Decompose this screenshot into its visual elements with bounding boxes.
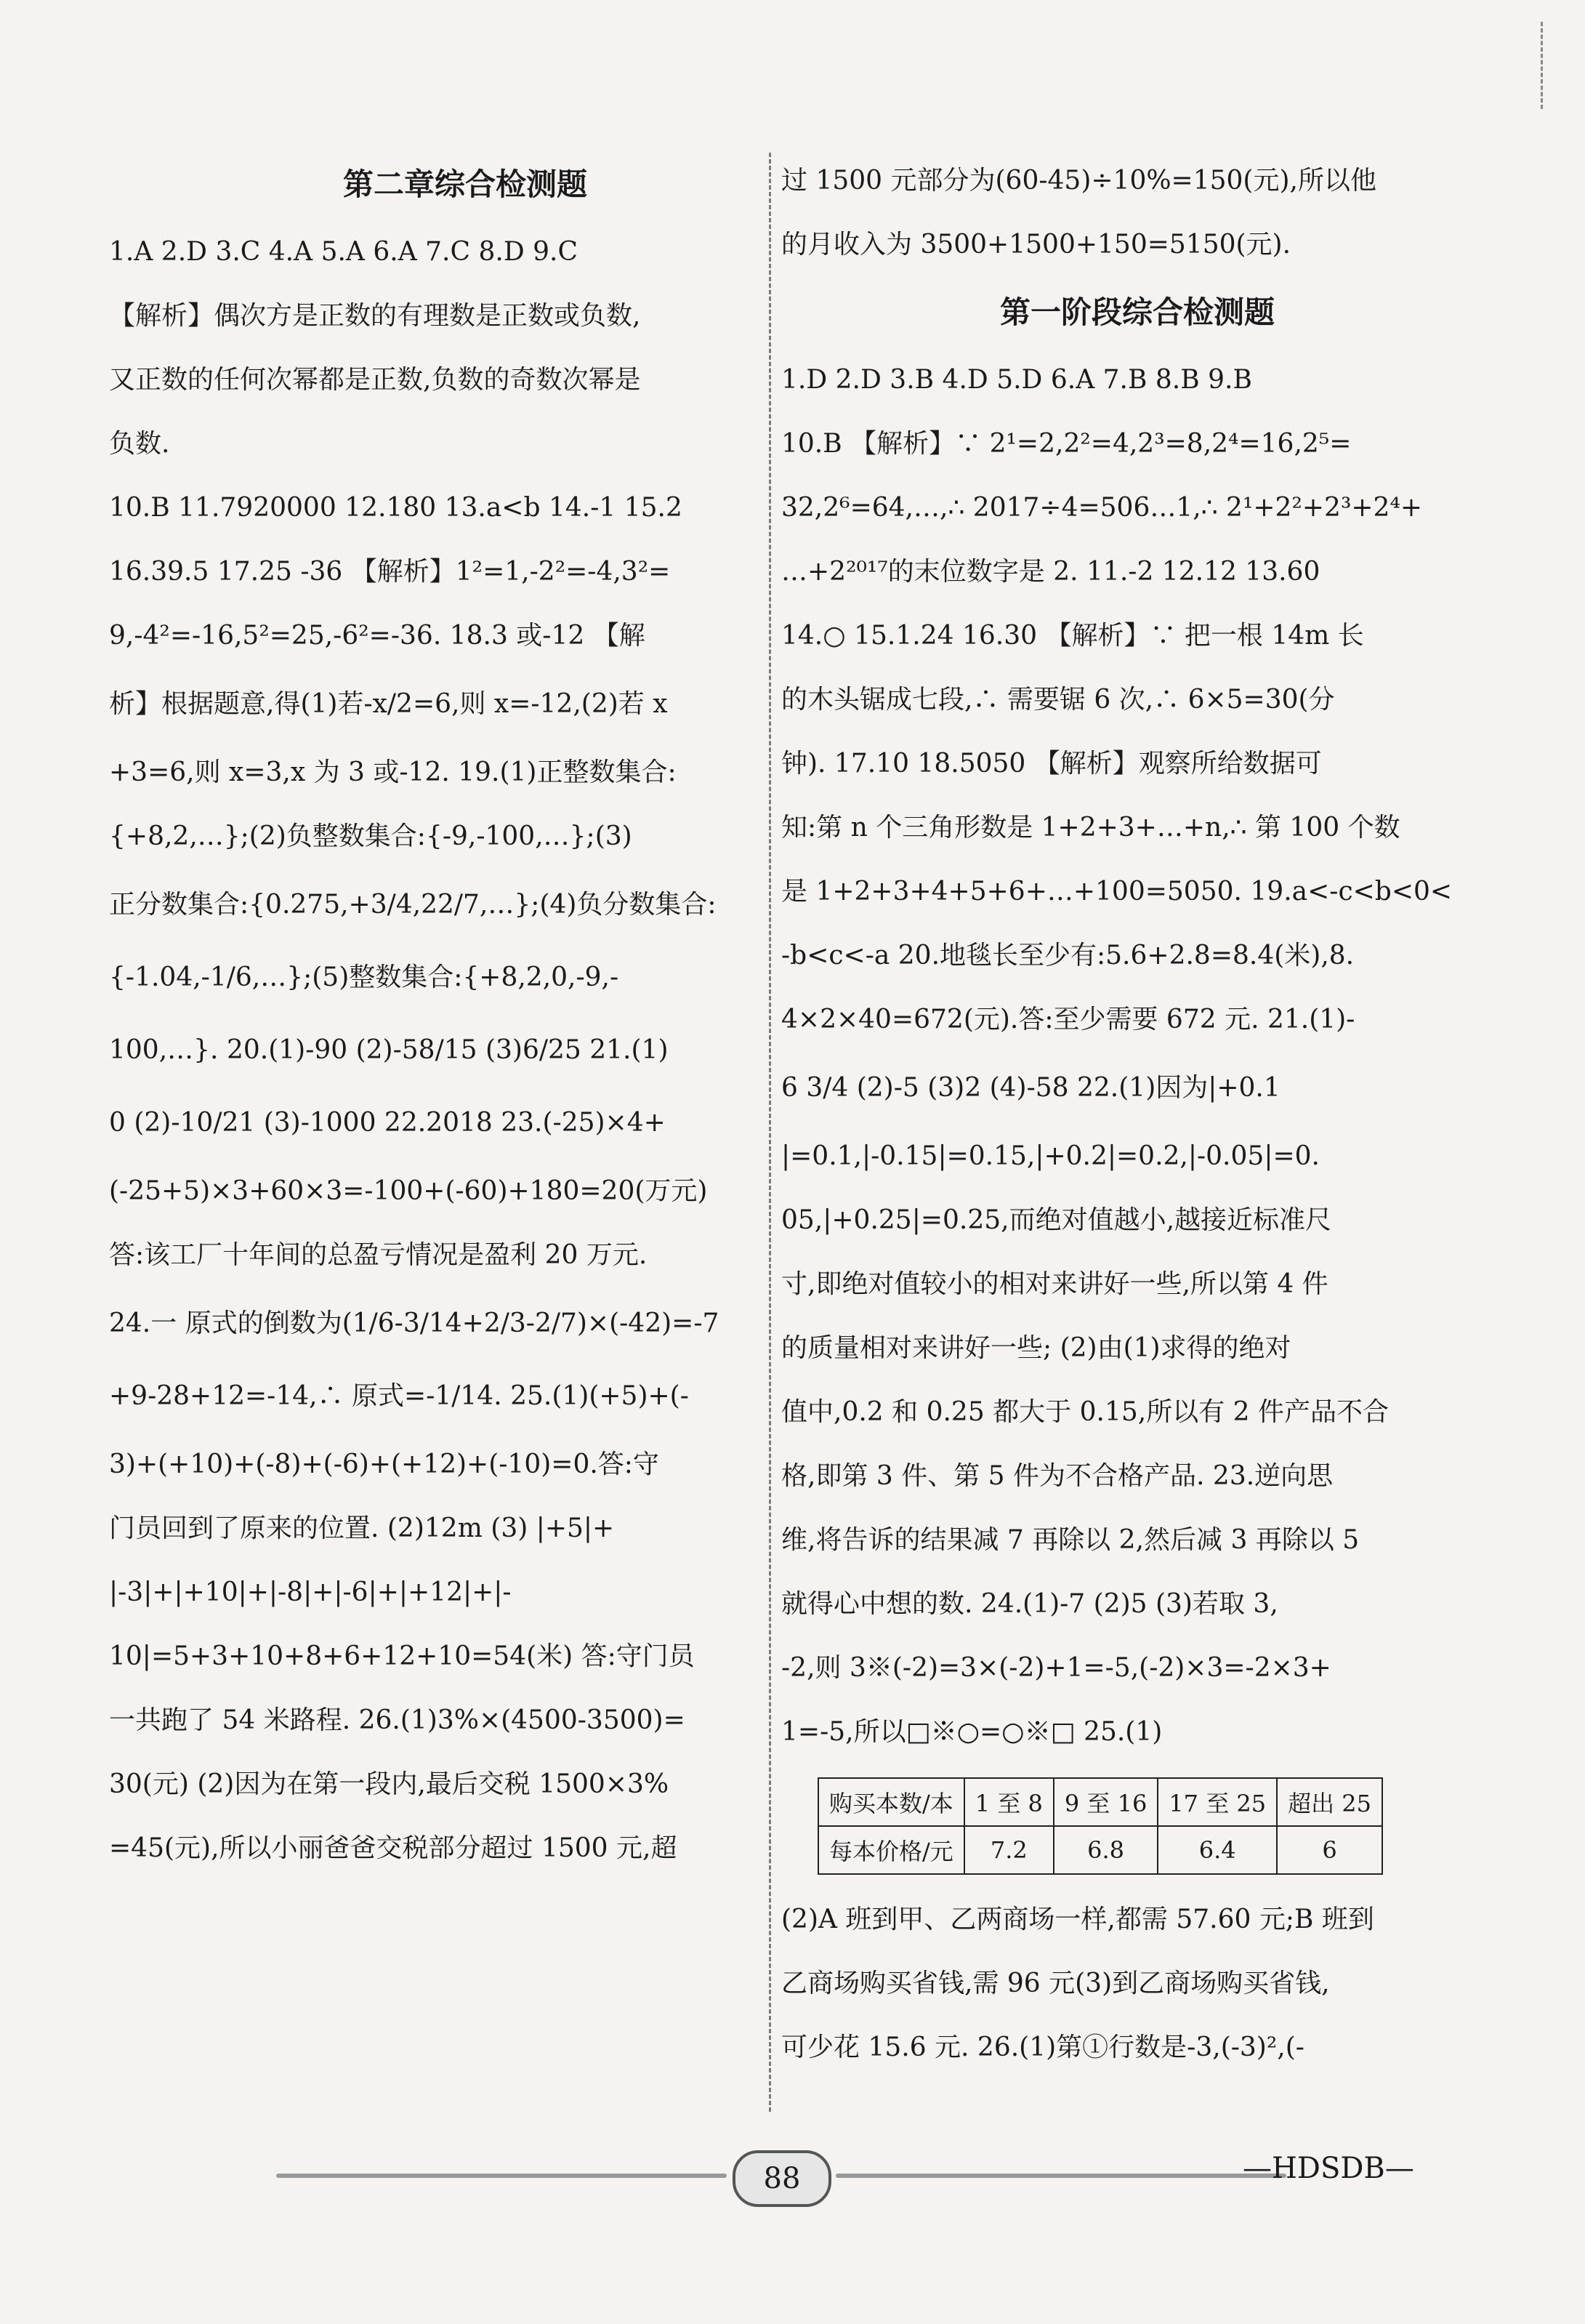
table-cell: 超出 25 xyxy=(1277,1778,1382,1826)
text-line: 又正数的任何次幂都是正数,负数的奇数次幂是 xyxy=(109,365,641,395)
text-line: 4×2×40=672(元).答:至少需要 672 元. 21.(1)- xyxy=(781,1005,1355,1034)
text-line: 【解析】偶次方是正数的有理数是正数或负数, xyxy=(109,301,641,331)
text-line: 乙商场购买省钱,需 96 元(3)到乙商场购买省钱, xyxy=(781,1969,1330,1998)
text-line: 门员回到了原来的位置. (2)12m (3) |+5|+ xyxy=(109,1513,615,1543)
table-cell: 6 xyxy=(1277,1826,1382,1874)
right-answer-lines xyxy=(781,348,1493,1764)
text-line: 1=-5,所以□※○=○※□ 25.(1) xyxy=(781,1717,1163,1747)
text-line: (-25+5)×3+60×3=-100+(-60)+180=20(万元) xyxy=(109,1176,708,1206)
text-line: 16.39.5 17.25 -36 【解析】1²=1,-2²=-4,3²= xyxy=(109,557,671,587)
text-line: 析】根据题意,得(1)若-x/2=6,则 x=-12,(2)若 x xyxy=(109,689,668,719)
text-line: 过 1500 元部分为(60-45)÷10%=150(元),所以他 xyxy=(781,166,1376,196)
text-line: |=0.1,|-0.15|=0.15,|+0.2|=0.2,|-0.05|=0. xyxy=(781,1141,1320,1171)
stage1-test-title: 第一阶段综合检测题 xyxy=(999,294,1275,330)
price-table xyxy=(818,1777,1383,1875)
text-line: 就得心中想的数. 24.(1)-7 (2)5 (3)若取 3, xyxy=(781,1589,1278,1619)
text-line: 10|=5+3+10+8+6+12+10=54(米) 答:守门员 xyxy=(109,1641,695,1671)
table-cell: 9 至 16 xyxy=(1054,1778,1158,1826)
table-cell: 6.8 xyxy=(1054,1826,1158,1874)
table-cell: 每本价格/元 xyxy=(818,1826,964,1874)
text-line: 正分数集合:{0.275,+3/4,22/7,…};(4)负分数集合: xyxy=(109,890,717,920)
right-continued-lines xyxy=(781,149,1493,277)
table-cell: 1 至 8 xyxy=(964,1778,1054,1826)
text-line: |-3|+|+10|+|-8|+|-6|+|+12|+|- xyxy=(109,1577,512,1607)
page-edge-marks xyxy=(1541,22,1543,109)
text-line: 14.○ 15.1.24 16.30 【解析】∵ 把一根 14m 长 xyxy=(781,621,1364,651)
book-code: —HDSDB— xyxy=(1243,2152,1414,2185)
text-line: 格,即第 3 件、第 5 件为不合格产品. 23.逆向思 xyxy=(781,1461,1334,1491)
text-line: 32,2⁶=64,…,∴ 2017÷4=506…1,∴ 2¹+2²+2³+2⁴+ xyxy=(781,493,1423,523)
price-table-row xyxy=(818,1826,1382,1874)
price-table-row xyxy=(818,1778,1382,1826)
text-line: 1.D 2.D 3.B 4.D 5.D 6.A 7.B 8.B 9.B xyxy=(781,365,1252,395)
footer-rule-left xyxy=(276,2174,727,2178)
text-line: {-1.04,-1/6,…};(5)整数集合:{+8,2,0,-9,- xyxy=(109,962,619,992)
table-cell: 7.2 xyxy=(964,1826,1054,1874)
text-line: 可少花 15.6 元. 26.(1)第①行数是-3,(-3)²,(- xyxy=(781,2033,1304,2062)
text-line: 10.B 【解析】∵ 2¹=2,2²=4,2³=8,2⁴=16,2⁵= xyxy=(781,429,1352,459)
left-answer-lines xyxy=(109,220,821,1881)
text-line: 6 3/4 (2)-5 (3)2 (4)-58 22.(1)因为|+0.1 xyxy=(781,1073,1280,1103)
text-line: +9-28+12=-14,∴ 原式=-1/14. 25.(1)(+5)+(- xyxy=(109,1381,689,1411)
text-line: {+8,2,…};(2)负整数集合:{-9,-100,…};(3) xyxy=(109,821,632,851)
column-divider xyxy=(769,153,771,2112)
text-line: 知:第 n 个三角形数是 1+2+3+…+n,∴ 第 100 个数 xyxy=(781,813,1400,843)
text-line: …+2²⁰¹⁷的末位数字是 2. 11.-2 12.12 13.60 xyxy=(781,557,1320,587)
text-line: 05,|+0.25|=0.25,而绝对值越小,越接近标准尺 xyxy=(781,1205,1332,1235)
text-line: 一共跑了 54 米路程. 26.(1)3%×(4500-3500)= xyxy=(109,1705,685,1735)
chapter2-test-title: 第二章综合检测题 xyxy=(342,166,587,202)
table-cell: 6.4 xyxy=(1158,1826,1277,1874)
footer-rule-right xyxy=(836,2174,1286,2178)
text-line: 9,-4²=-16,5²=25,-6²=-36. 18.3 或-12 【解 xyxy=(109,621,645,651)
left-column xyxy=(109,149,821,1881)
text-line: 的质量相对来讲好一些; (2)由(1)求得的绝对 xyxy=(781,1333,1291,1363)
text-line: 答:该工厂十年间的总盈亏情况是盈利 20 万元. xyxy=(109,1240,648,1270)
page-number: 88 xyxy=(733,2150,831,2207)
text-line: +3=6,则 x=3,x 为 3 或-12. 19.(1)正整数集合: xyxy=(109,757,677,787)
text-line: 100,…}. 20.(1)-90 (2)-58/15 (3)6/25 21.(1) xyxy=(109,1035,669,1065)
text-line: 的月收入为 3500+1500+150=5150(元). xyxy=(781,230,1291,260)
text-line: 负数. xyxy=(109,429,170,459)
text-line: (2)A 班到甲、乙两商场一样,都需 57.60 元;B 班到 xyxy=(781,1905,1374,1934)
text-line: 是 1+2+3+4+5+6+…+100=5050. 19.a<-c<b<0< xyxy=(781,877,1453,906)
text-line: 24.一 原式的倒数为(1/6-3/14+2/3-2/7)×(-42)=-7 xyxy=(109,1308,719,1338)
text-line: 的木头锯成七段,∴ 需要锯 6 次,∴ 6×5=30(分 xyxy=(781,685,1335,715)
text-line: 0 (2)-10/21 (3)-1000 22.2018 23.(-25)×4+ xyxy=(109,1108,666,1138)
right-column xyxy=(781,149,1493,2080)
text-line: 值中,0.2 和 0.25 都大于 0.15,所以有 2 件产品不合 xyxy=(781,1397,1390,1427)
text-line: 寸,即绝对值较小的相对来讲好一些,所以第 4 件 xyxy=(781,1269,1328,1299)
text-line: 10.B 11.7920000 12.180 13.a<b 14.-1 15.2 xyxy=(109,493,682,523)
table-cell: 17 至 25 xyxy=(1158,1778,1277,1826)
text-line: 钟). 17.10 18.5050 【解析】观察所给数据可 xyxy=(781,749,1322,779)
right-final-lines xyxy=(781,1888,1493,2080)
table-cell: 购买本数/本 xyxy=(818,1778,964,1826)
text-line: -2,则 3※(-2)=3×(-2)+1=-5,(-2)×3=-2×3+ xyxy=(781,1653,1331,1683)
text-line: 3)+(+10)+(-8)+(-6)+(+12)+(-10)=0.答:守 xyxy=(109,1450,659,1479)
text-line: 1.A 2.D 3.C 4.A 5.A 6.A 7.C 8.D 9.C xyxy=(109,237,578,267)
text-line: =45(元),所以小丽爸爸交税部分超过 1500 元,超 xyxy=(109,1833,677,1863)
text-line: 维,将告诉的结果减 7 再除以 2,然后减 3 再除以 5 xyxy=(781,1525,1360,1555)
text-line: 30(元) (2)因为在第一段内,最后交税 1500×3% xyxy=(109,1769,669,1799)
text-line: -b<c<-a 20.地毯长至少有:5.6+2.8=8.4(米),8. xyxy=(781,941,1355,970)
